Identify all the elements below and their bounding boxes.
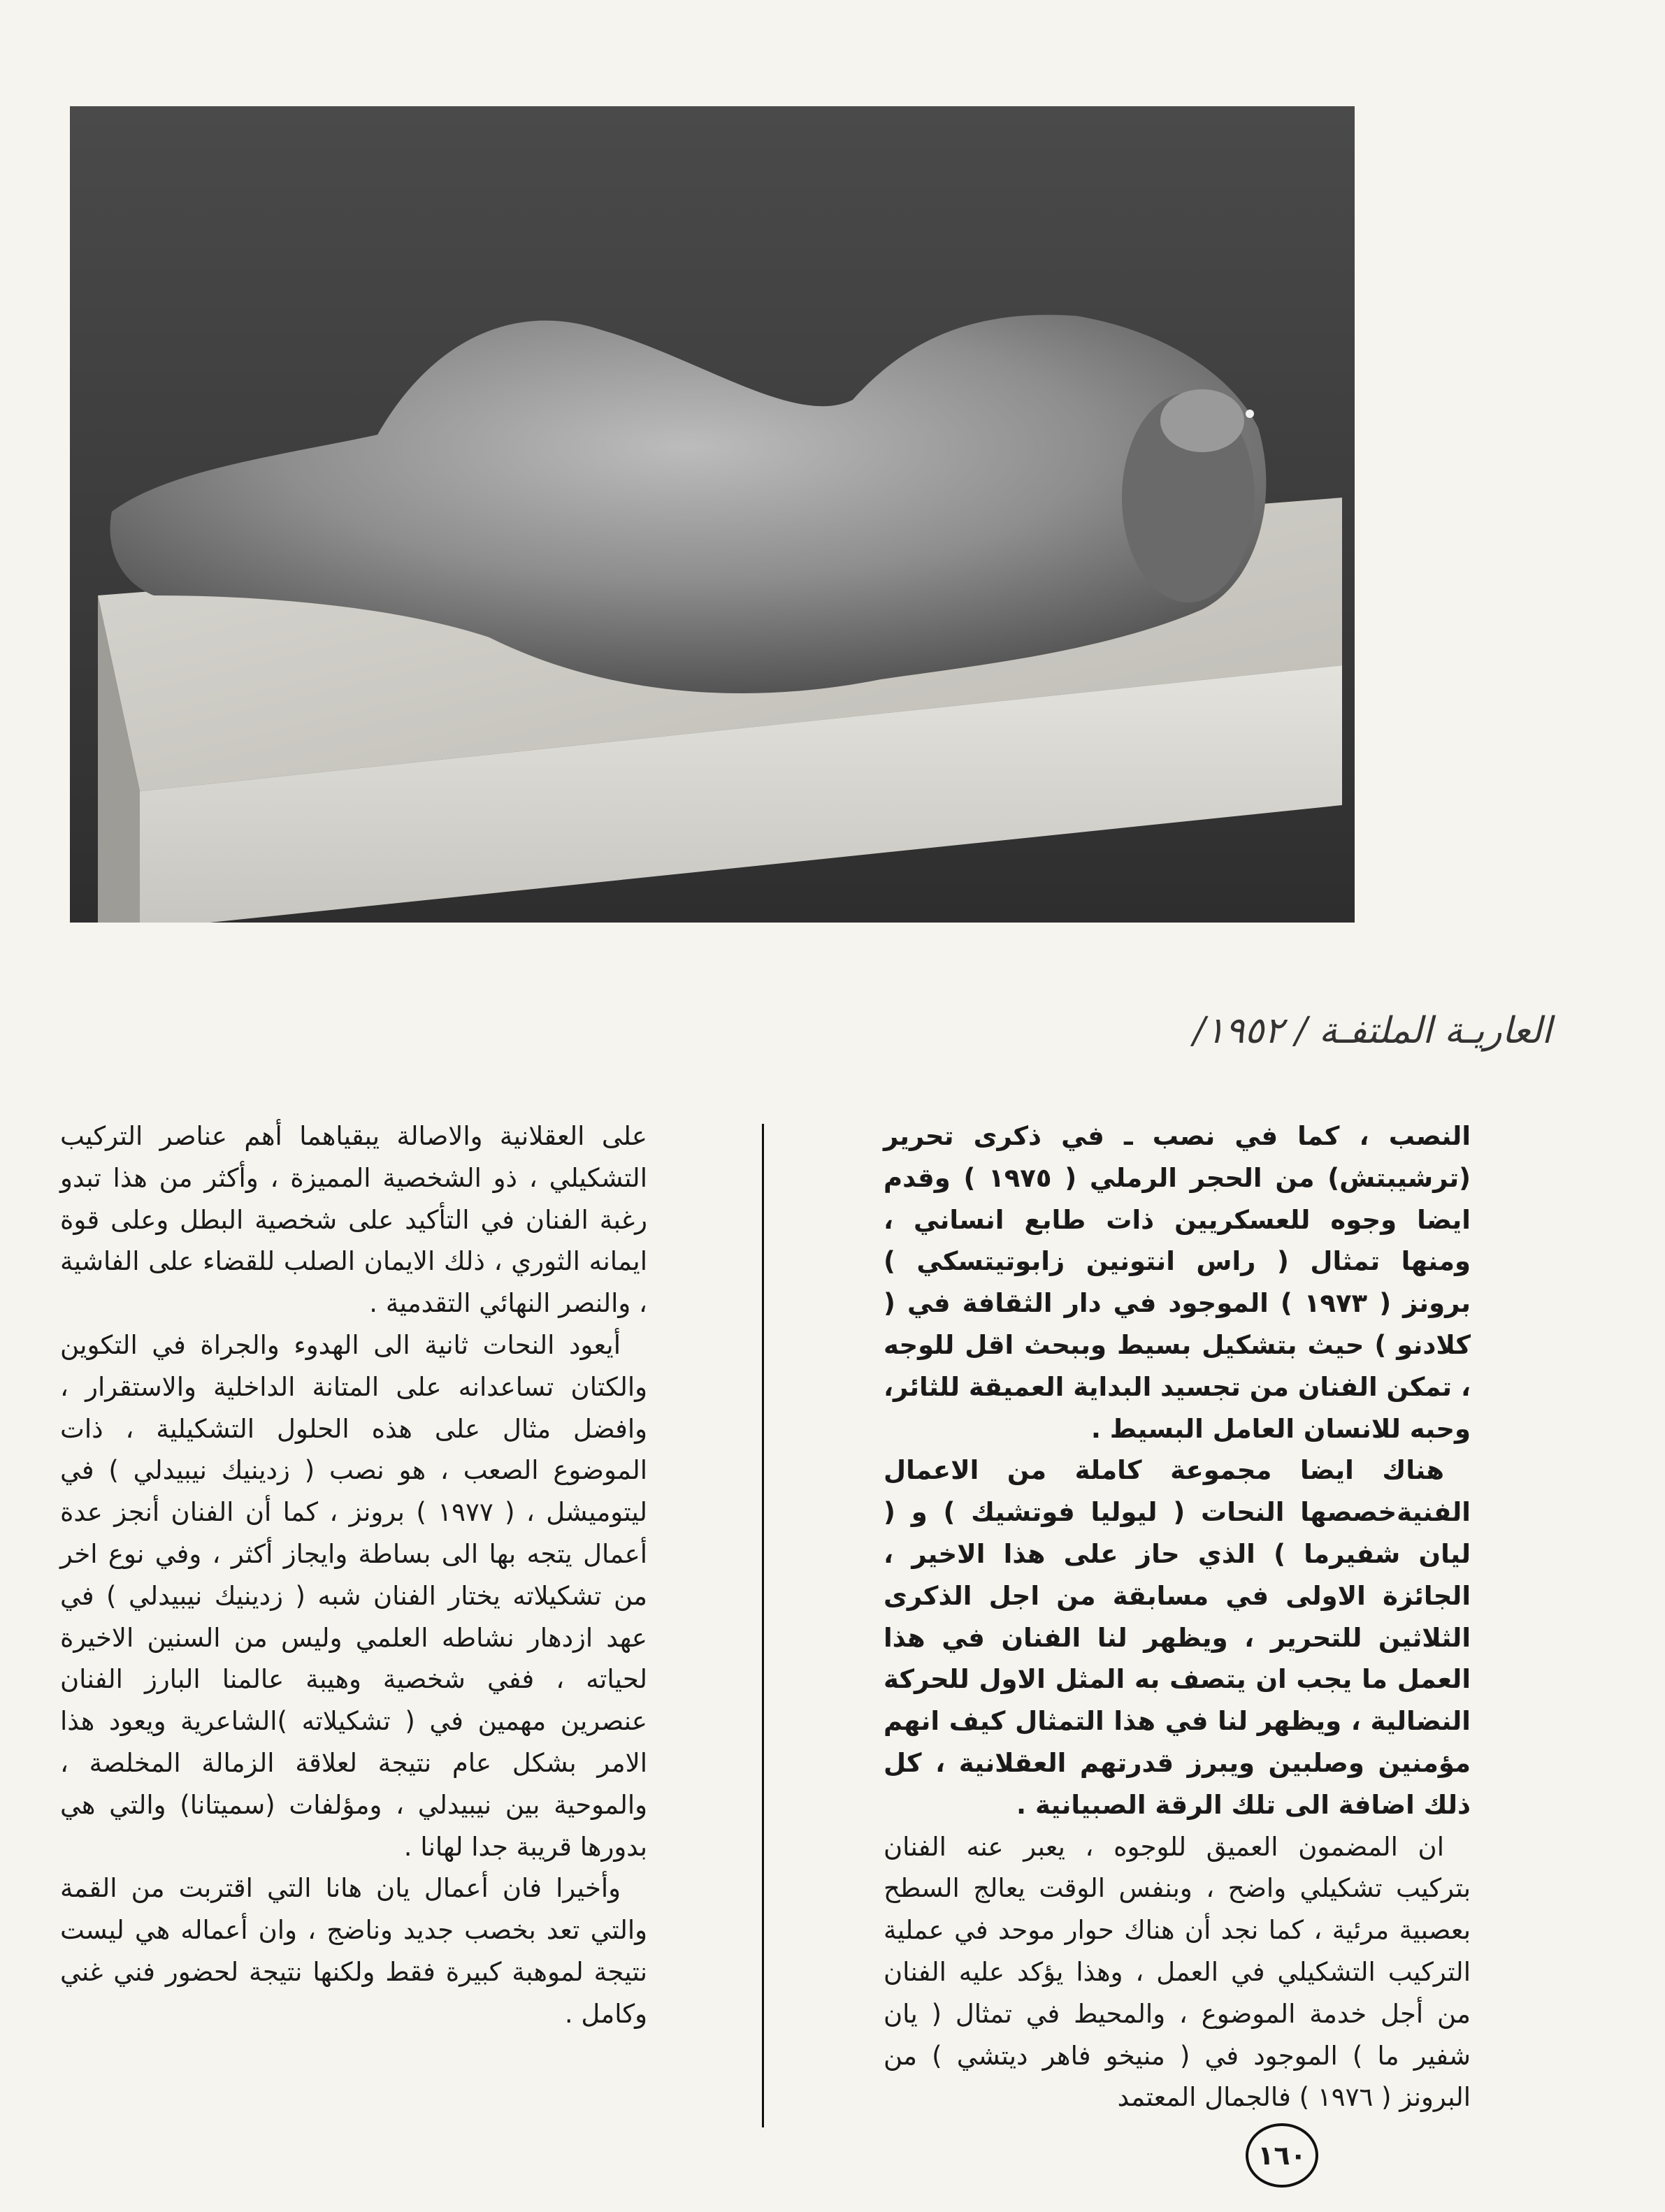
sculpture-photo-drawing (70, 106, 1355, 923)
paragraph: هناك ايضا مجموعة كاملة من الاعمال الفنيةخصصها النحات ( ليوليا فوتشيك ) و ( ليان شفيرما ) الذي حاز على هذا الاخير ، الجائزة الاولى في مسابقة من اجل الذكرى الثلاثين للتحرير ، ويظهر لنا الفنان في هذا العمل ما يجب ان يتصف به المثل الاول للحركة النضالية ، ويظهر لنا في هذا التمثال كيف انهم مؤمنين وصلبين ويبرز قدرتهم العقلانية ، كل ذلك اضافة الى تلك الرقة الصبيانية . (884, 1455, 1471, 1820)
handwritten-caption: العاريـة الملتفـة / ١٩٥٢/ (1193, 1010, 1552, 1052)
paragraph: على العقلانية والاصالة يبقياهما أهم عناصر التركيب التشكيلي ، ذو الشخصية المميزة ، وأكثر من هذا تبدو رغبة الفنان في التأكيد على شخصية البطل وعلى قوة ايمانه الثوري ، ذلك الايمان الصلب للقضاء على الفاشية ، والنصر النهائي التقدمية . (60, 1121, 647, 1319)
paragraph: ان المضمون العميق للوجوه ، يعبر عنه الفنان بتركيب تشكيلي واضح ، وبنفس الوقت يعالج السطح بعصبية مرئية ، كما نجد أن هناك حوار موحد في عملية التركيب التشكيلي في العمل ، وهذا يؤكد عليه الفنان من أجل خدمة الموضوع ، والمحيط في تمثال ( يان شفير ما ) الموجود في ( منيخو فاهر ديتشي ) من البرونز ( ١٩٧٦ ) فالجمال المعتمد (884, 1831, 1471, 2113)
page-number: ١٦٠ (1246, 2123, 1318, 2188)
article-left-column (60, 1115, 647, 2035)
article-right-column (884, 1115, 1471, 2118)
column-divider (762, 1124, 764, 2127)
paragraph: وأخيرا فان أعمال يان هانا التي اقتربت من القمة والتي تعد بخصب جديد وناضج ، وان أعماله هي ليست نتيجة لموهبة كبيرة فقط ولكنها نتيجة لحضور فني غني وكامل . (60, 1873, 647, 2029)
sculpture-photo (70, 106, 1355, 923)
paragraph: أيعود النحات ثانية الى الهدوء والجراة في التكوين والكتان تساعدانه على المتانة الداخلية والاستقرار ، وافضل مثال على هذه الحلول التشكيلية ، ذات الموضوع الصعب ، هو نصب ( زدينيك نيبيدلي ) في ليتوميشل ، ( ١٩٧٧ ) برونز ، كما أن الفنان أنجز عدة أعمال يتجه بها الى بساطة وايجاز أكثر ، وفي نوع اخر من تشكيلاته يختار الفنان شبه ( زدينيك نيبيدلي ) في عهد ازدهار نشاطه العلمي وليس من السنين الاخيرة لحياته ، ففي شخصية وهيبة عالمنا البارز الفنان عنصرين مهمين في ( تشكيلاته )الشاعرية ويعود هذا الامر بشكل عام نتيجة لعلاقة الزمالة المخلصة ، والموحية بين نيبيدلي ، ومؤلفات (سميتانا) والتي هي بدورها قريبة جدا لهانا . (60, 1329, 647, 1862)
paragraph: النصب ، كما في نصب ـ في ذكرى تحرير (ترشيبتش) من الحجر الرملي ( ١٩٧٥ ) وقدم ايضا وجوه للعسكريين ذات طابع انساني ، ومنها تمثال ( راس انتونين زابوتيتسكي ) برونز ( ١٩٧٣ ) الموجود في دار الثقافة في ( كلادنو ) حيث بتشكيل بسيط وببحث اقل للوجه ، تمكن الفنان من تجسيد البداية العميقة للثائر، وحبه للانسان العامل البسيط . (884, 1121, 1471, 1444)
